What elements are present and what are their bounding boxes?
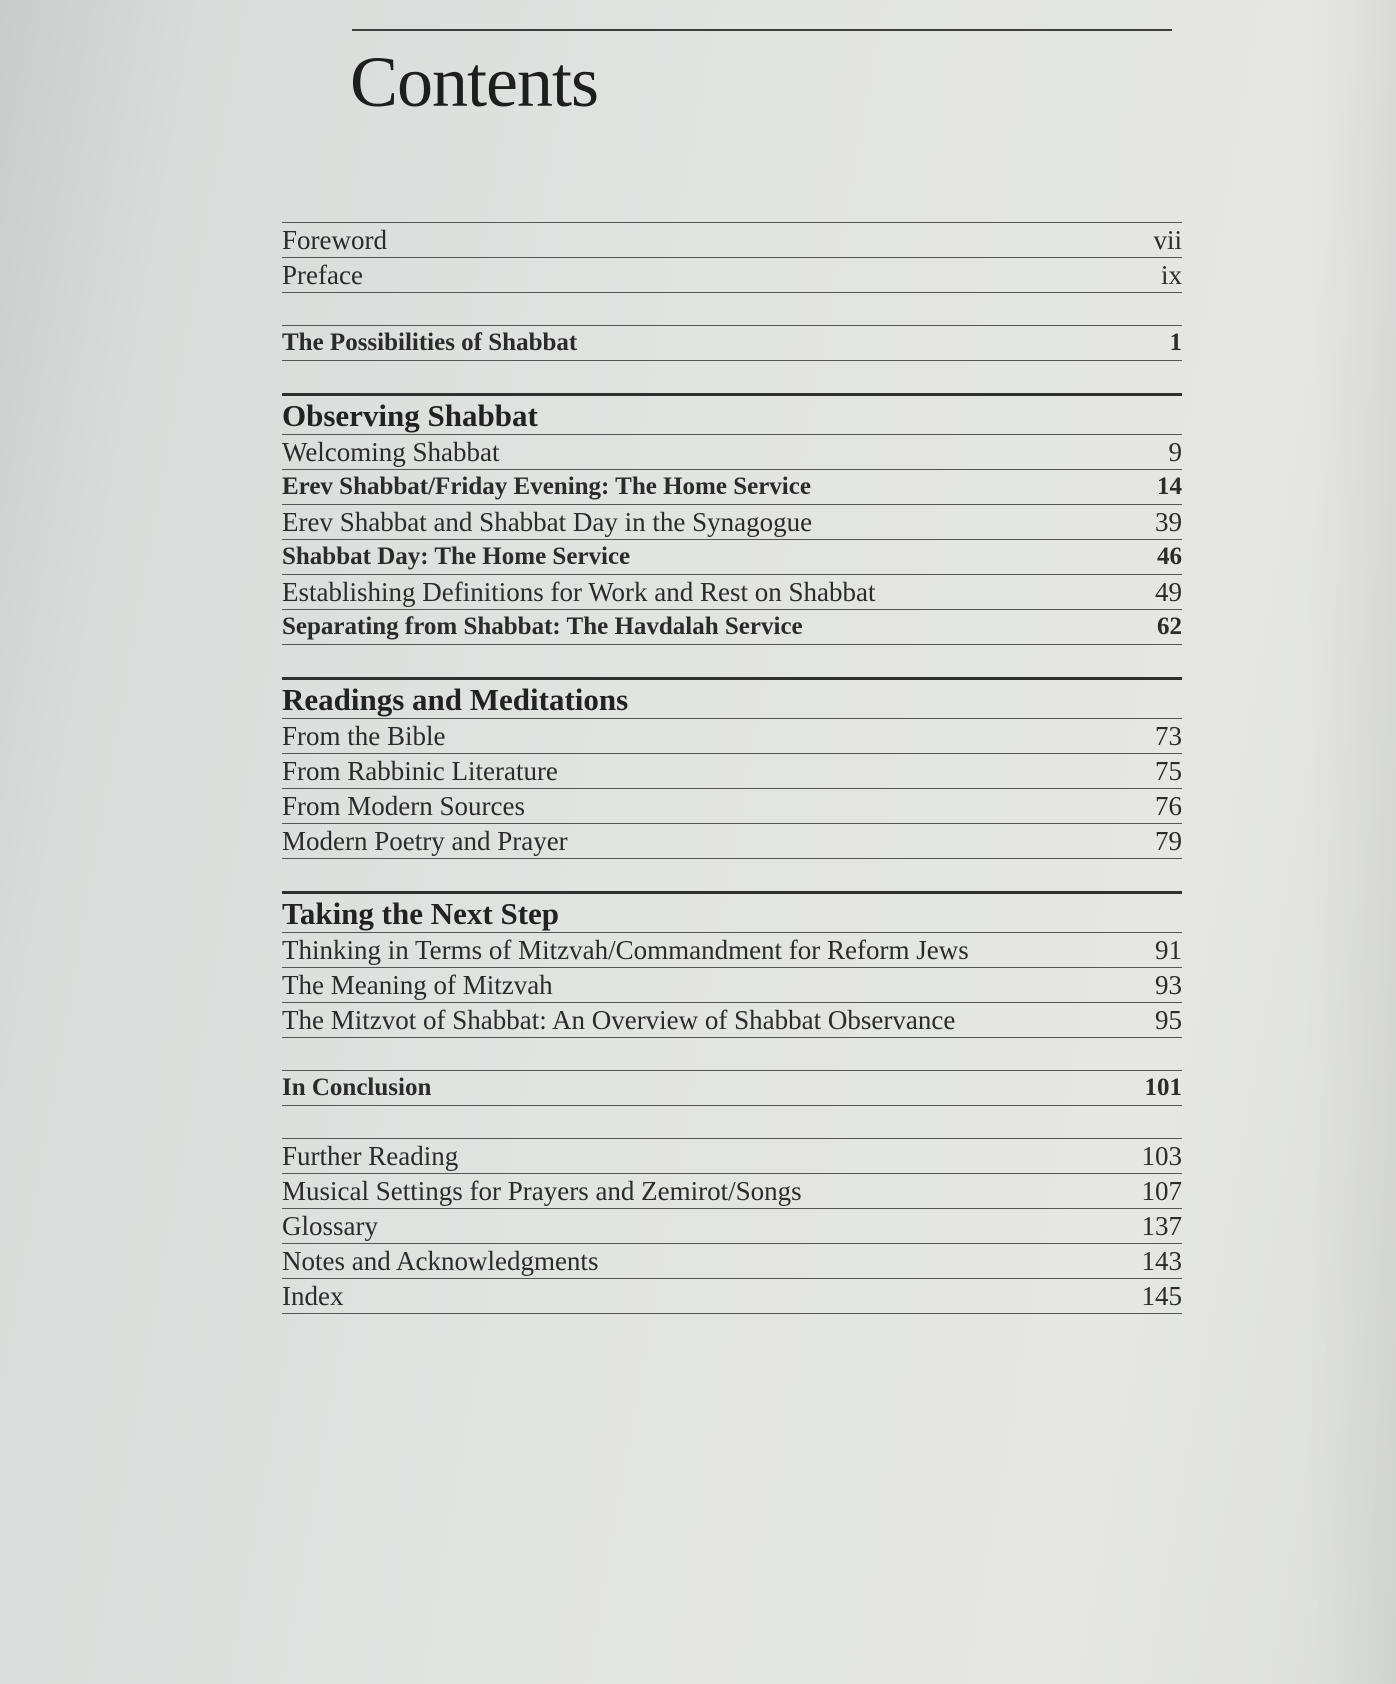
- toc-entry-page: 143: [1141, 1246, 1182, 1276]
- toc-entry-page: 9: [1168, 437, 1182, 467]
- toc-entry-title: Musical Settings for Prayers and Zemirot/Songs: [282, 1176, 802, 1206]
- toc-entry-page: 93: [1155, 970, 1182, 1000]
- toc-entry-page: 95: [1155, 1005, 1182, 1035]
- toc-entry-title: Establishing Definitions for Work and Rest on Shabbat: [282, 577, 876, 607]
- toc-entry-musical-settings[interactable]: [282, 1174, 1182, 1209]
- toc-entry-page: 91: [1155, 935, 1182, 965]
- toc-entry-title: The Possibilities of Shabbat: [282, 329, 578, 356]
- toc-entry-page: 1: [1169, 329, 1182, 356]
- toc-entry-page: 75: [1155, 756, 1182, 786]
- toc-entry-modern-sources[interactable]: [282, 789, 1182, 824]
- toc-entry-title: From the Bible: [282, 721, 446, 751]
- toc-entry-page: 46: [1157, 543, 1182, 570]
- toc-entry-title: From Modern Sources: [282, 791, 525, 821]
- toc-entry-title: Further Reading: [282, 1141, 459, 1171]
- toc-entry-title: Thinking in Terms of Mitzvah/Commandment for Reform Jews: [282, 935, 969, 965]
- toc-entry-title: In Conclusion: [282, 1074, 432, 1101]
- toc-entry-title: The Meaning of Mitzvah: [282, 970, 553, 1000]
- toc-entry-preface[interactable]: [282, 258, 1182, 293]
- toc-entry-title: Preface: [282, 260, 363, 290]
- toc-entry-page: 103: [1141, 1141, 1182, 1171]
- toc-group-observing: [282, 393, 1182, 645]
- toc-entry-havdalah[interactable]: [282, 610, 1182, 645]
- toc-entry-erev-home[interactable]: [282, 470, 1182, 505]
- toc-entry-page: 79: [1155, 826, 1182, 856]
- toc-entry-page: vii: [1153, 225, 1182, 255]
- toc-entry-bible[interactable]: [282, 719, 1182, 754]
- toc-entry-title: Glossary: [282, 1211, 378, 1241]
- toc-entry-title: From Rabbinic Literature: [282, 756, 558, 786]
- toc-group-front-matter: [282, 222, 1182, 293]
- toc-entry-mitzvot-overview[interactable]: [282, 1003, 1182, 1038]
- top-rule: [352, 29, 1172, 31]
- toc-entry-foreword[interactable]: [282, 223, 1182, 258]
- toc-entry-title: Notes and Acknowledgments: [282, 1246, 599, 1276]
- table-of-contents: [282, 222, 1182, 1314]
- toc-entry-poetry[interactable]: [282, 824, 1182, 859]
- section-heading-observing: Observing Shabbat: [282, 396, 1182, 435]
- toc-entry-further-reading[interactable]: [282, 1139, 1182, 1174]
- toc-entry-title: Index: [282, 1281, 344, 1311]
- page-shadow: [1306, 0, 1396, 1684]
- toc-entry-page: 39: [1155, 507, 1182, 537]
- toc-group-conclusion: [282, 1070, 1182, 1106]
- toc-entry-day-home[interactable]: [282, 540, 1182, 575]
- toc-entry-page: 14: [1157, 473, 1182, 500]
- toc-entry-title: Erev Shabbat/Friday Evening: The Home Service: [282, 473, 811, 500]
- toc-entry-page: 145: [1141, 1281, 1182, 1311]
- toc-entry-conclusion[interactable]: [282, 1071, 1182, 1106]
- section-heading-next-step: Taking the Next Step: [282, 894, 1182, 933]
- toc-entry-title: Shabbat Day: The Home Service: [282, 543, 631, 570]
- toc-entry-title: Erev Shabbat and Shabbat Day in the Synagogue: [282, 507, 813, 537]
- toc-entry-title: Separating from Shabbat: The Havdalah Service: [282, 613, 803, 640]
- toc-entry-page: 107: [1141, 1176, 1182, 1206]
- toc-group-back-matter: [282, 1138, 1182, 1314]
- toc-entry-rabbinic[interactable]: [282, 754, 1182, 789]
- toc-entry-index[interactable]: [282, 1279, 1182, 1314]
- toc-entry-synagogue[interactable]: [282, 505, 1182, 540]
- toc-entry-meaning-mitzvah[interactable]: [282, 968, 1182, 1003]
- toc-entry-page: 62: [1157, 613, 1182, 640]
- toc-group-possibilities: [282, 325, 1182, 361]
- toc-entry-title: Foreword: [282, 225, 387, 255]
- toc-entry-notes[interactable]: [282, 1244, 1182, 1279]
- toc-entry-page: 49: [1155, 577, 1182, 607]
- toc-entry-page: 101: [1144, 1074, 1182, 1101]
- toc-entry-title: The Mitzvot of Shabbat: An Overview of Shabbat Observance: [282, 1005, 956, 1035]
- toc-entry-welcoming[interactable]: [282, 435, 1182, 470]
- toc-entry-mitzvah-terms[interactable]: [282, 933, 1182, 968]
- toc-entry-page: 76: [1155, 791, 1182, 821]
- toc-entry-title: Modern Poetry and Prayer: [282, 826, 568, 856]
- toc-group-readings: [282, 677, 1182, 859]
- toc-entry-title: Welcoming Shabbat: [282, 437, 500, 467]
- toc-entry-possibilities[interactable]: [282, 326, 1182, 361]
- toc-entry-glossary[interactable]: [282, 1209, 1182, 1244]
- toc-entry-page: 137: [1141, 1211, 1182, 1241]
- section-heading-readings: Readings and Meditations: [282, 680, 1182, 719]
- contents-frame: [252, 0, 1212, 1500]
- toc-entry-definitions[interactable]: [282, 575, 1182, 610]
- toc-group-next-step: [282, 891, 1182, 1038]
- toc-entry-page: 73: [1155, 721, 1182, 751]
- toc-entry-page: ix: [1160, 260, 1182, 290]
- page-title: Contents: [350, 42, 599, 122]
